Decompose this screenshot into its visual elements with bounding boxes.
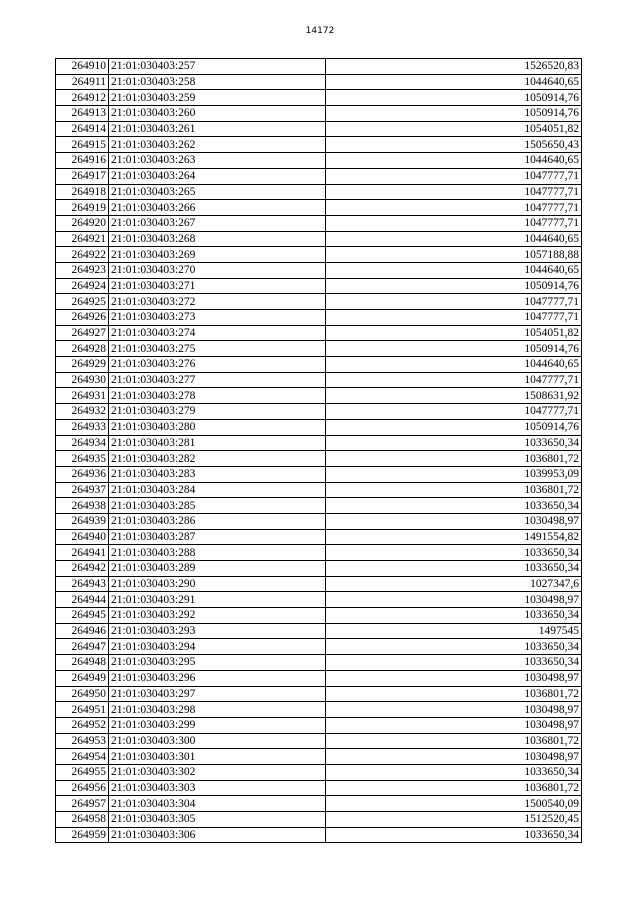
cadastral-number-cell: 21:01:030403:289 [109, 561, 326, 577]
table-row [56, 592, 582, 608]
cadastral-value-cell: 1047777,71 [326, 200, 582, 216]
cadastral-value-cell: 1054051,82 [326, 121, 582, 137]
cadastral-value-cell: 1491554,82 [326, 529, 582, 545]
row-number-cell: 264910 [56, 59, 109, 75]
table-row [56, 717, 582, 733]
row-number-cell: 264925 [56, 294, 109, 310]
cadastral-value-cell: 1057188,88 [326, 247, 582, 263]
cadastral-number-cell: 21:01:030403:288 [109, 545, 326, 561]
table-row [56, 482, 582, 498]
table-row [56, 686, 582, 702]
row-number-cell: 264927 [56, 325, 109, 341]
cadastral-number-cell: 21:01:030403:292 [109, 608, 326, 624]
table-row [56, 231, 582, 247]
table-body [56, 59, 582, 843]
cadastral-number-cell: 21:01:030403:276 [109, 357, 326, 373]
cadastral-value-cell: 1050914,76 [326, 341, 582, 357]
row-number-cell: 264951 [56, 702, 109, 718]
table-row [56, 576, 582, 592]
table-row [56, 655, 582, 671]
cadastral-value-cell: 1526520,83 [326, 59, 582, 75]
cadastral-value-cell: 1039953,09 [326, 466, 582, 482]
cadastral-value-table [55, 58, 582, 843]
table-row [56, 749, 582, 765]
table-row [56, 498, 582, 514]
cadastral-number-cell: 21:01:030403:264 [109, 168, 326, 184]
row-number-cell: 264916 [56, 153, 109, 169]
row-number-cell: 264920 [56, 215, 109, 231]
cadastral-number-cell: 21:01:030403:258 [109, 74, 326, 90]
cadastral-value-cell: 1505650,43 [326, 137, 582, 153]
cadastral-value-cell: 1033650,34 [326, 608, 582, 624]
row-number-cell: 264949 [56, 670, 109, 686]
table-row [56, 184, 582, 200]
table-row [56, 74, 582, 90]
table-row [56, 545, 582, 561]
row-number-cell: 264954 [56, 749, 109, 765]
table-row [56, 435, 582, 451]
row-number-cell: 264911 [56, 74, 109, 90]
cadastral-value-cell: 1050914,76 [326, 419, 582, 435]
cadastral-value-cell: 1030498,97 [326, 670, 582, 686]
table-row [56, 168, 582, 184]
cadastral-number-cell: 21:01:030403:269 [109, 247, 326, 263]
cadastral-number-cell: 21:01:030403:274 [109, 325, 326, 341]
cadastral-value-cell: 1033650,34 [326, 545, 582, 561]
table-row [56, 812, 582, 828]
cadastral-number-cell: 21:01:030403:272 [109, 294, 326, 310]
cadastral-value-cell: 1036801,72 [326, 780, 582, 796]
row-number-cell: 264934 [56, 435, 109, 451]
cadastral-number-cell: 21:01:030403:282 [109, 451, 326, 467]
cadastral-number-cell: 21:01:030403:259 [109, 90, 326, 106]
cadastral-value-cell: 1033650,34 [326, 639, 582, 655]
row-number-cell: 264936 [56, 466, 109, 482]
cadastral-value-cell: 1030498,97 [326, 717, 582, 733]
cadastral-value-cell: 1050914,76 [326, 278, 582, 294]
cadastral-value-cell: 1033650,34 [326, 435, 582, 451]
table-row [56, 59, 582, 75]
cadastral-number-cell: 21:01:030403:296 [109, 670, 326, 686]
row-number-cell: 264944 [56, 592, 109, 608]
table-row [56, 247, 582, 263]
cadastral-number-cell: 21:01:030403:295 [109, 655, 326, 671]
row-number-cell: 264929 [56, 357, 109, 373]
cadastral-value-cell: 1033650,34 [326, 655, 582, 671]
cadastral-number-cell: 21:01:030403:260 [109, 106, 326, 122]
cadastral-number-cell: 21:01:030403:257 [109, 59, 326, 75]
table-row [56, 702, 582, 718]
row-number-cell: 264953 [56, 733, 109, 749]
cadastral-value-cell: 1033650,34 [326, 498, 582, 514]
row-number-cell: 264918 [56, 184, 109, 200]
cadastral-value-cell: 1030498,97 [326, 749, 582, 765]
cadastral-value-cell: 1033650,34 [326, 827, 582, 843]
cadastral-number-cell: 21:01:030403:284 [109, 482, 326, 498]
row-number-cell: 264955 [56, 764, 109, 780]
table-row [56, 670, 582, 686]
table-row [56, 200, 582, 216]
cadastral-value-cell: 1030498,97 [326, 592, 582, 608]
cadastral-value-cell: 1047777,71 [326, 404, 582, 420]
table-row [56, 404, 582, 420]
row-number-cell: 264923 [56, 262, 109, 278]
cadastral-number-cell: 21:01:030403:281 [109, 435, 326, 451]
table-row [56, 466, 582, 482]
cadastral-value-cell: 1036801,72 [326, 451, 582, 467]
cadastral-value-cell: 1050914,76 [326, 106, 582, 122]
table-row [56, 262, 582, 278]
cadastral-value-cell: 1047777,71 [326, 310, 582, 326]
table-row [56, 780, 582, 796]
cadastral-number-cell: 21:01:030403:285 [109, 498, 326, 514]
row-number-cell: 264933 [56, 419, 109, 435]
cadastral-value-cell: 1047777,71 [326, 372, 582, 388]
table-row [56, 608, 582, 624]
cadastral-value-cell: 1044640,65 [326, 357, 582, 373]
table-row [56, 310, 582, 326]
row-number-cell: 264921 [56, 231, 109, 247]
cadastral-value-cell: 1500540,09 [326, 796, 582, 812]
table-row [56, 419, 582, 435]
cadastral-value-cell: 1030498,97 [326, 702, 582, 718]
cadastral-value-cell: 1044640,65 [326, 153, 582, 169]
cadastral-number-cell: 21:01:030403:278 [109, 388, 326, 404]
table-row [56, 341, 582, 357]
cadastral-number-cell: 21:01:030403:287 [109, 529, 326, 545]
row-number-cell: 264943 [56, 576, 109, 592]
cadastral-value-cell: 1044640,65 [326, 231, 582, 247]
row-number-cell: 264940 [56, 529, 109, 545]
cadastral-number-cell: 21:01:030403:301 [109, 749, 326, 765]
cadastral-value-cell: 1050914,76 [326, 90, 582, 106]
cadastral-number-cell: 21:01:030403:265 [109, 184, 326, 200]
table-row [56, 827, 582, 843]
cadastral-number-cell: 21:01:030403:261 [109, 121, 326, 137]
row-number-cell: 264945 [56, 608, 109, 624]
table-row [56, 121, 582, 137]
cadastral-number-cell: 21:01:030403:283 [109, 466, 326, 482]
row-number-cell: 264917 [56, 168, 109, 184]
cadastral-value-cell: 1512520,45 [326, 812, 582, 828]
cadastral-number-cell: 21:01:030403:294 [109, 639, 326, 655]
row-number-cell: 264915 [56, 137, 109, 153]
cadastral-number-cell: 21:01:030403:277 [109, 372, 326, 388]
row-number-cell: 264950 [56, 686, 109, 702]
table-row [56, 294, 582, 310]
row-number-cell: 264926 [56, 310, 109, 326]
cadastral-value-cell: 1027347,6 [326, 576, 582, 592]
table-row [56, 215, 582, 231]
row-number-cell: 264959 [56, 827, 109, 843]
cadastral-number-cell: 21:01:030403:302 [109, 764, 326, 780]
table-row [56, 153, 582, 169]
table-row [56, 388, 582, 404]
row-number-cell: 264922 [56, 247, 109, 263]
row-number-cell: 264937 [56, 482, 109, 498]
cadastral-number-cell: 21:01:030403:305 [109, 812, 326, 828]
cadastral-number-cell: 21:01:030403:271 [109, 278, 326, 294]
cadastral-value-cell: 1047777,71 [326, 168, 582, 184]
cadastral-value-cell: 1033650,34 [326, 561, 582, 577]
cadastral-number-cell: 21:01:030403:270 [109, 262, 326, 278]
row-number-cell: 264942 [56, 561, 109, 577]
row-number-cell: 264919 [56, 200, 109, 216]
page-number: 14172 [305, 26, 335, 36]
cadastral-number-cell: 21:01:030403:267 [109, 215, 326, 231]
cadastral-number-cell: 21:01:030403:266 [109, 200, 326, 216]
table-row [56, 106, 582, 122]
table-row [56, 357, 582, 373]
table-row [56, 451, 582, 467]
table-row [56, 639, 582, 655]
row-number-cell: 264914 [56, 121, 109, 137]
cadastral-number-cell: 21:01:030403:273 [109, 310, 326, 326]
row-number-cell: 264941 [56, 545, 109, 561]
row-number-cell: 264938 [56, 498, 109, 514]
table-row [56, 764, 582, 780]
row-number-cell: 264952 [56, 717, 109, 733]
cadastral-number-cell: 21:01:030403:306 [109, 827, 326, 843]
cadastral-value-cell: 1036801,72 [326, 686, 582, 702]
cadastral-number-cell: 21:01:030403:263 [109, 153, 326, 169]
cadastral-number-cell: 21:01:030403:279 [109, 404, 326, 420]
table-row [56, 623, 582, 639]
table-row [56, 733, 582, 749]
row-number-cell: 264958 [56, 812, 109, 828]
table-row [56, 529, 582, 545]
cadastral-number-cell: 21:01:030403:291 [109, 592, 326, 608]
cadastral-number-cell: 21:01:030403:268 [109, 231, 326, 247]
cadastral-value-cell: 1497545 [326, 623, 582, 639]
row-number-cell: 264930 [56, 372, 109, 388]
row-number-cell: 264931 [56, 388, 109, 404]
row-number-cell: 264912 [56, 90, 109, 106]
table-row [56, 137, 582, 153]
cadastral-number-cell: 21:01:030403:304 [109, 796, 326, 812]
cadastral-number-cell: 21:01:030403:262 [109, 137, 326, 153]
row-number-cell: 264924 [56, 278, 109, 294]
table-row [56, 372, 582, 388]
cadastral-value-cell: 1047777,71 [326, 184, 582, 200]
cadastral-value-cell: 1030498,97 [326, 513, 582, 529]
table-row [56, 278, 582, 294]
cadastral-number-cell: 21:01:030403:286 [109, 513, 326, 529]
row-number-cell: 264956 [56, 780, 109, 796]
table-row [56, 325, 582, 341]
cadastral-value-cell: 1033650,34 [326, 764, 582, 780]
cadastral-number-cell: 21:01:030403:293 [109, 623, 326, 639]
cadastral-value-cell: 1036801,72 [326, 733, 582, 749]
table-row [56, 796, 582, 812]
cadastral-number-cell: 21:01:030403:299 [109, 717, 326, 733]
cadastral-number-cell: 21:01:030403:300 [109, 733, 326, 749]
table-row [56, 513, 582, 529]
cadastral-value-cell: 1036801,72 [326, 482, 582, 498]
cadastral-number-cell: 21:01:030403:280 [109, 419, 326, 435]
row-number-cell: 264935 [56, 451, 109, 467]
row-number-cell: 264947 [56, 639, 109, 655]
cadastral-value-cell: 1508631,92 [326, 388, 582, 404]
cadastral-number-cell: 21:01:030403:275 [109, 341, 326, 357]
cadastral-number-cell: 21:01:030403:290 [109, 576, 326, 592]
cadastral-value-cell: 1054051,82 [326, 325, 582, 341]
cadastral-value-cell: 1047777,71 [326, 294, 582, 310]
table-row [56, 90, 582, 106]
table-row [56, 561, 582, 577]
row-number-cell: 264939 [56, 513, 109, 529]
row-number-cell: 264913 [56, 106, 109, 122]
row-number-cell: 264946 [56, 623, 109, 639]
cadastral-number-cell: 21:01:030403:298 [109, 702, 326, 718]
cadastral-value-cell: 1047777,71 [326, 215, 582, 231]
cadastral-value-cell: 1044640,65 [326, 74, 582, 90]
row-number-cell: 264957 [56, 796, 109, 812]
row-number-cell: 264948 [56, 655, 109, 671]
cadastral-number-cell: 21:01:030403:297 [109, 686, 326, 702]
row-number-cell: 264928 [56, 341, 109, 357]
row-number-cell: 264932 [56, 404, 109, 420]
cadastral-value-cell: 1044640,65 [326, 262, 582, 278]
cadastral-number-cell: 21:01:030403:303 [109, 780, 326, 796]
